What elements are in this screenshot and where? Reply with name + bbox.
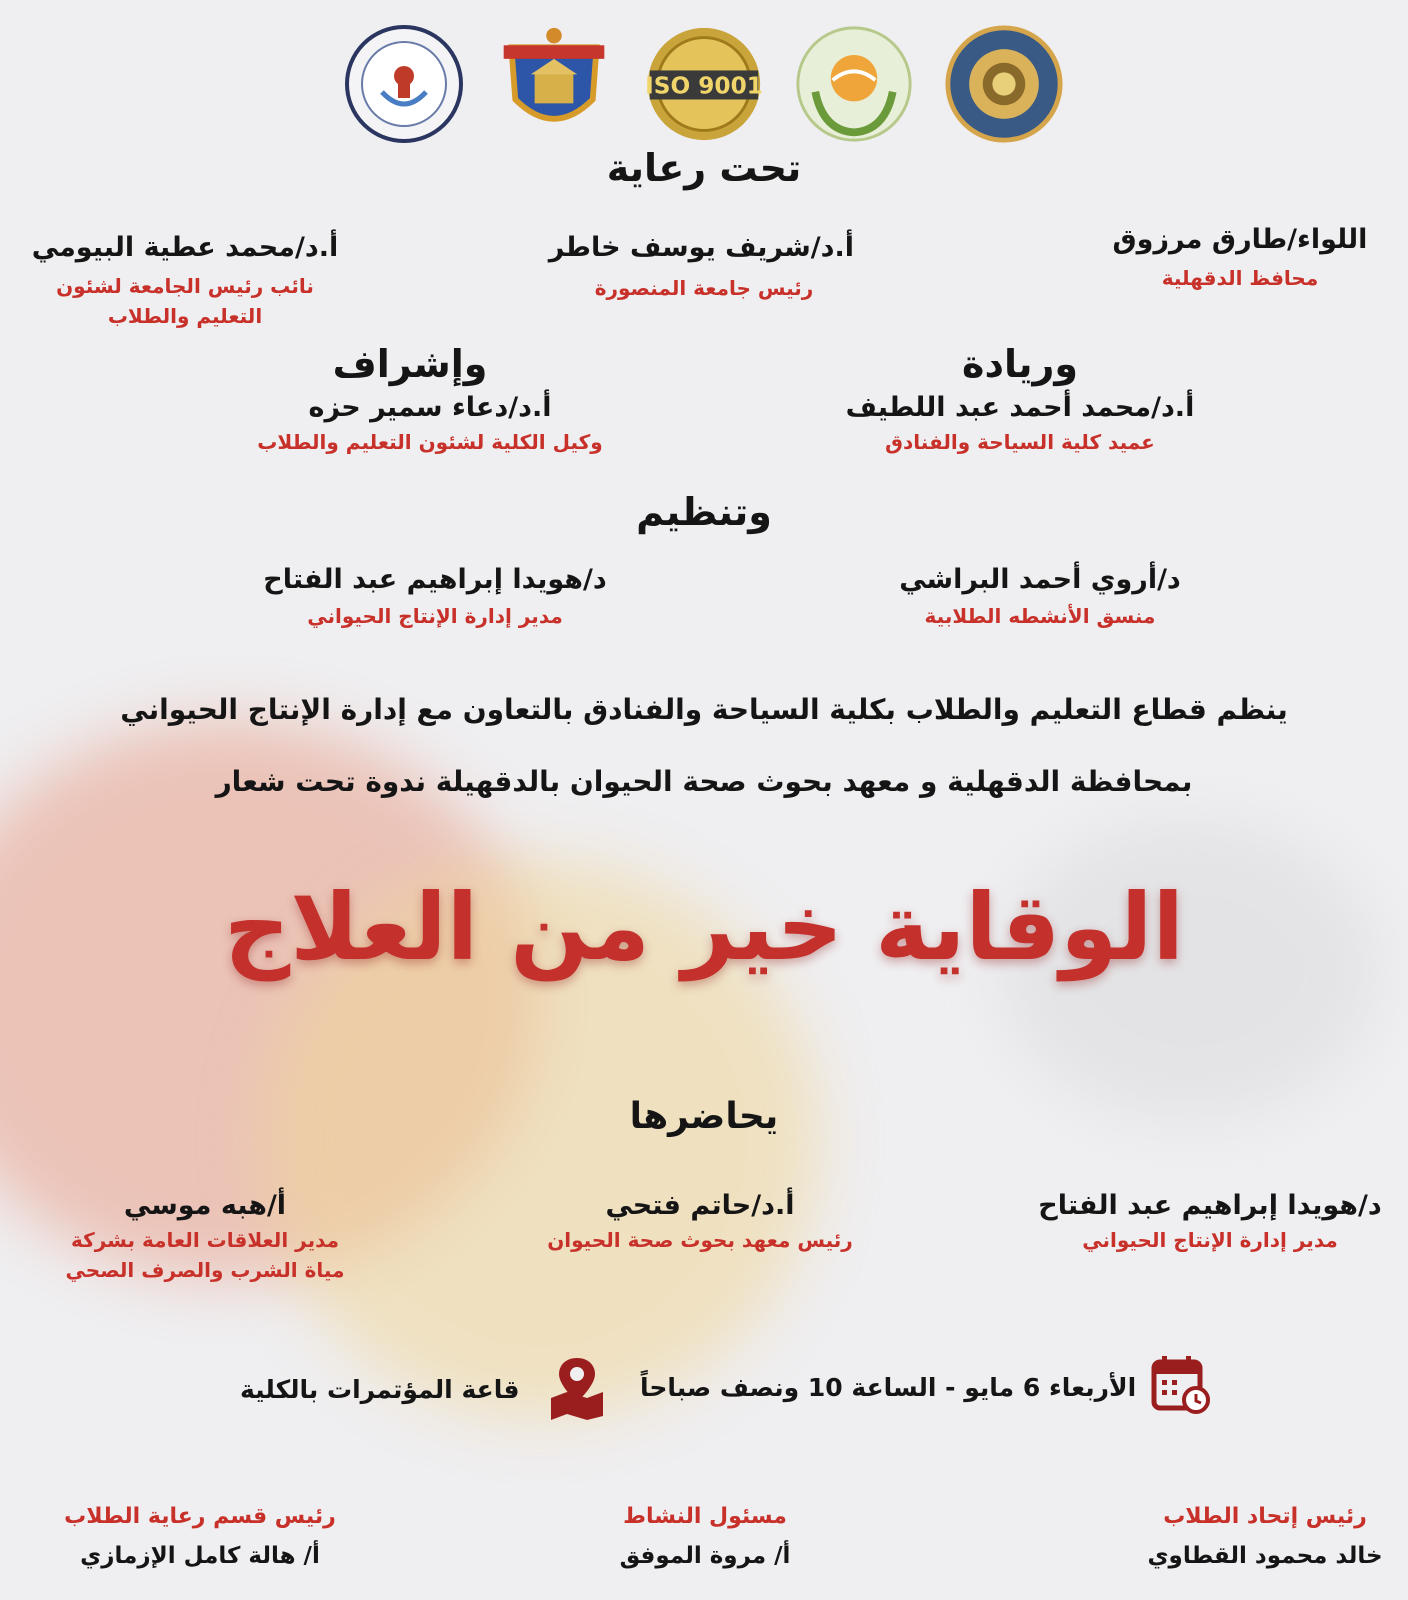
faculty-shield-emblem bbox=[494, 20, 614, 148]
student-care-seal bbox=[344, 20, 464, 148]
lecturer-name: أ.د/حاتم فتحي bbox=[605, 1190, 795, 1221]
lecturer-role-line2: مياة الشرب والصرف الصحي bbox=[65, 1258, 345, 1282]
patronage-heading: تحت رعاية bbox=[606, 146, 802, 190]
lecturer-1 bbox=[1030, 1190, 1390, 1255]
footer-name: أ/ مروة الموفق bbox=[619, 1543, 791, 1569]
leadership-name: أ.د/محمد أحمد عبد اللطيف bbox=[845, 392, 1195, 423]
lecturer-2 bbox=[520, 1190, 880, 1255]
organizer-role: منسق الأنشطه الطلابية bbox=[924, 604, 1156, 628]
intro-line-1: ينظم قطاع التعليم والطلاب بكلية السياحة والفنادق بالتعاون مع إدارة الإنتاج الحيواني bbox=[120, 693, 1288, 726]
lecturer-role: مدير إدارة الإنتاج الحيواني bbox=[1082, 1228, 1338, 1252]
leadership-block bbox=[820, 342, 1220, 457]
supervision-name: أ.د/دعاء سمير حزه bbox=[308, 392, 552, 423]
patron-role-line2: التعليم والطلاب bbox=[107, 304, 263, 328]
patron-name: اللواء/طارق مرزوق bbox=[1112, 224, 1368, 255]
lecturers-heading: يحاضرها bbox=[629, 1096, 779, 1137]
supervision-heading: وإشراف bbox=[332, 342, 488, 386]
calendar-icon bbox=[1150, 1354, 1212, 1420]
event-location-row bbox=[240, 1354, 609, 1424]
svg-text:ISO 9001: ISO 9001 bbox=[645, 72, 763, 100]
lecturer-name: أ/هبه موسي bbox=[123, 1190, 287, 1221]
patron-role: رئيس جامعة المنصورة bbox=[594, 276, 814, 300]
patron-role-line1: نائب رئيس الجامعة لشئون bbox=[56, 274, 314, 298]
patron-role: محافظ الدقهلية bbox=[1161, 266, 1319, 290]
organizer-2 bbox=[240, 564, 630, 631]
footer-student-union bbox=[1130, 1504, 1400, 1569]
location-pin-icon bbox=[545, 1354, 609, 1424]
footer-name: خالد محمود القطاوي bbox=[1147, 1543, 1383, 1569]
patron-university-president bbox=[548, 232, 854, 303]
intro-text bbox=[40, 688, 1368, 804]
supervision-block bbox=[220, 342, 640, 457]
lecturer-3 bbox=[40, 1190, 370, 1285]
supervision-role: وكيل الكلية لشئون التعليم والطلاب bbox=[257, 430, 603, 454]
footer-title: مسئول النشاط bbox=[623, 1504, 787, 1529]
event-datetime: الأربعاء 6 مايو - الساعة 10 ونصف صباحاً bbox=[640, 1372, 1137, 1402]
footer-student-care-head bbox=[40, 1504, 360, 1569]
event-datetime-row bbox=[640, 1354, 1212, 1420]
footer-title: رئيس إتحاد الطلاب bbox=[1163, 1504, 1367, 1529]
lecturer-name: د/هويدا إبراهيم عبد الفتاح bbox=[1038, 1190, 1382, 1221]
event-slogan: الوقاية خير من العلاج bbox=[224, 874, 1184, 981]
patron-name: أ.د/شريف يوسف خاطر bbox=[548, 232, 854, 263]
organizer-name: د/هويدا إبراهيم عبد الفتاح bbox=[263, 564, 607, 595]
organization-heading: وتنظيم bbox=[636, 490, 772, 534]
leadership-heading: وريادة bbox=[962, 342, 1078, 386]
patron-name: أ.د/محمد عطية البيومي bbox=[31, 232, 339, 263]
footer-activity-officer bbox=[580, 1504, 830, 1569]
patron-governor bbox=[1090, 224, 1390, 293]
organizer-role: مدير إدارة الإنتاج الحيواني bbox=[307, 604, 563, 628]
leadership-role: عميد كلية السياحة والفنادق bbox=[885, 430, 1155, 454]
organizer-name: د/أروي أحمد البراشي bbox=[899, 564, 1181, 595]
dakahlia-governorate-seal bbox=[944, 20, 1064, 148]
intro-line-2: بمحافظة الدقهلية و معهد بحوث صحة الحيوان بالدقهيلة ندوة تحت شعار bbox=[215, 765, 1193, 798]
mansoura-university-seal bbox=[794, 20, 914, 148]
logo-row bbox=[0, 20, 1408, 148]
lecturer-role: رئيس معهد بحوث صحة الحيوان bbox=[547, 1228, 853, 1252]
lecturer-role-line1: مدير العلاقات العامة بشركة bbox=[70, 1228, 340, 1252]
footer-name: أ/ هالة كامل الإزمازي bbox=[80, 1543, 320, 1569]
footer-title: رئيس قسم رعاية الطلاب bbox=[64, 1504, 336, 1529]
organizer-1 bbox=[860, 564, 1220, 631]
iso-9001-badge bbox=[644, 20, 764, 148]
patron-vice-president bbox=[10, 232, 360, 331]
event-location: قاعة المؤتمرات بالكلية bbox=[240, 1374, 520, 1404]
